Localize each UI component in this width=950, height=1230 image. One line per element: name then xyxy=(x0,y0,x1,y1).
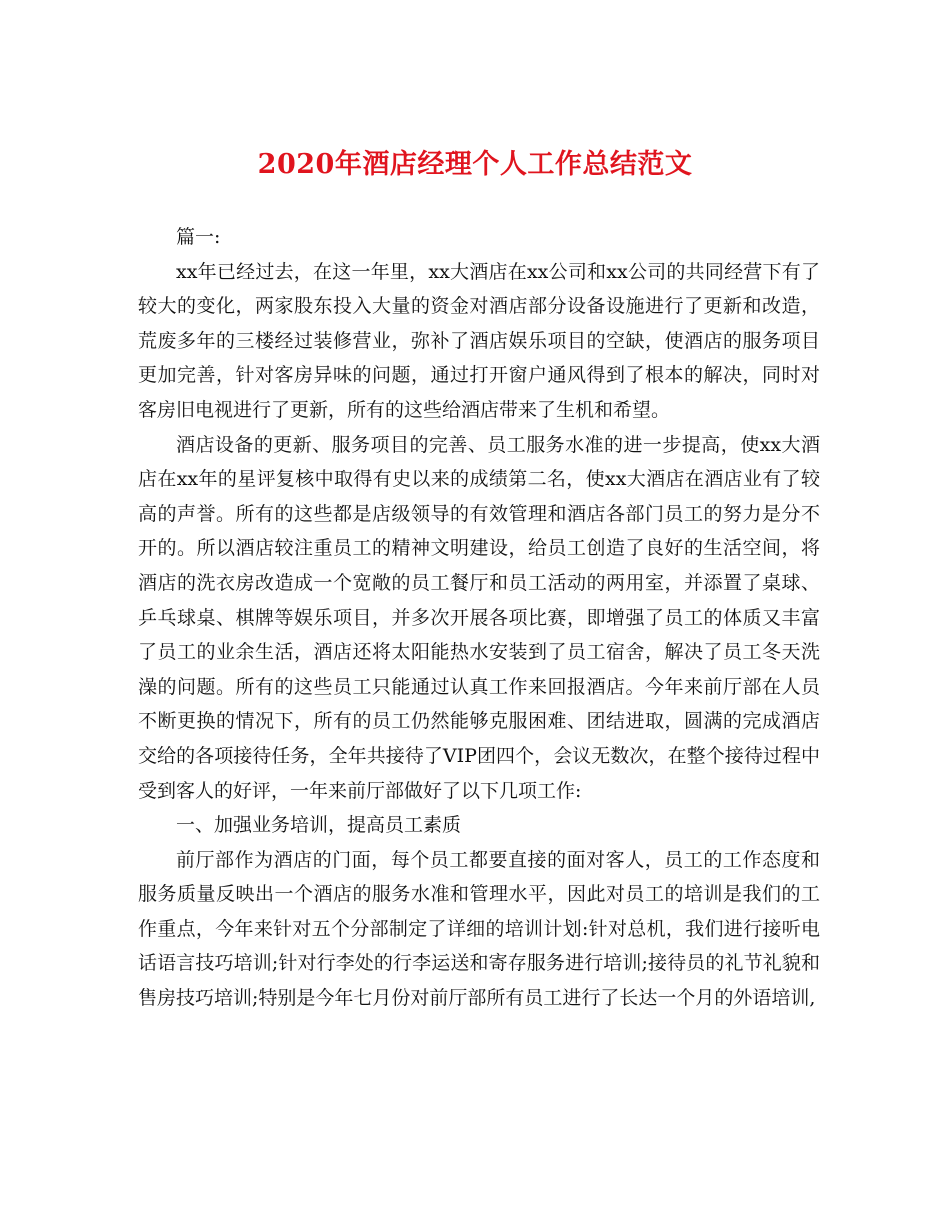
document-body xyxy=(138,220,820,1016)
paragraph-intro: xx年已经过去，在这一年里，xx大酒店在xx公司和xx公司的共同经营下有了较大的变化，两家股东投入大量的资金对酒店部分设备设施进行了更新和改造，荒废多年的三楼经过装修营业，弥补了酒店娱乐项目的空缺，使酒店的服务项目更加完善，针对客房异味的问题，通过打开窗户通风得到了根本的解决，同时对客房旧电视进行了更新，所有的这些给酒店带来了生机和希望。 xyxy=(138,260,820,421)
section-label: 篇一: xyxy=(176,226,221,248)
paragraph-training: 前厅部作为酒店的门面，每个员工都要直接的面对客人，员工的工作态度和服务质量反映出一个酒店的服务水准和管理水平，因此对员工的培训是我们的工作重点，今年来针对五个分部制定了详细的培训计划:针对总机，我们进行接听电话语言技巧培训;针对行李处的行李运送和寄存服务进行培训;接待员的礼节礼貌和售房技巧培训;特别是今年七月份对前厅部所有员工进行了长达一个月的外语培训, xyxy=(138,848,820,1010)
paragraph-achievements: 酒店设备的更新、服务项目的完善、员工服务水准的进一步提高，使xx大酒店在xx年的星评复核中取得有史以来的成绩第二名，使xx大酒店在酒店业有了较高的声誉。所有的这些都是店级领导的有效管理和酒店各部门员工的努力是分不开的。所以酒店较注重员工的精神文明建设，给员工创造了良好的生活空间，将酒店的洗衣房改造成一个宽敞的员工餐厅和员工活动的两用室，并添置了桌球、乒乓球桌、棋牌等娱乐项目，并多次开展各项比赛，即增强了员工的体质又丰富了员工的业余生活，酒店还将太阳能热水安装到了员工宿舍，解决了员工冬天洗澡的问题。所有的这些员工只能通过认真工作来回报酒店。今年来前厅部在人员不断更换的情况下，所有的员工仍然能够克服困难、团结进取，圆满的完成酒店交给的各项接待任务，全年共接待了VIP团四个，会议无数次，在整个接待过程中受到客人的好评，一年来前厅部做好了以下几项工作: xyxy=(138,433,820,802)
document-title: 2020年酒店经理个人工作总结范文 xyxy=(257,149,693,180)
section-heading-training: 一、加强业务培训，提高员工素质 xyxy=(176,814,462,837)
